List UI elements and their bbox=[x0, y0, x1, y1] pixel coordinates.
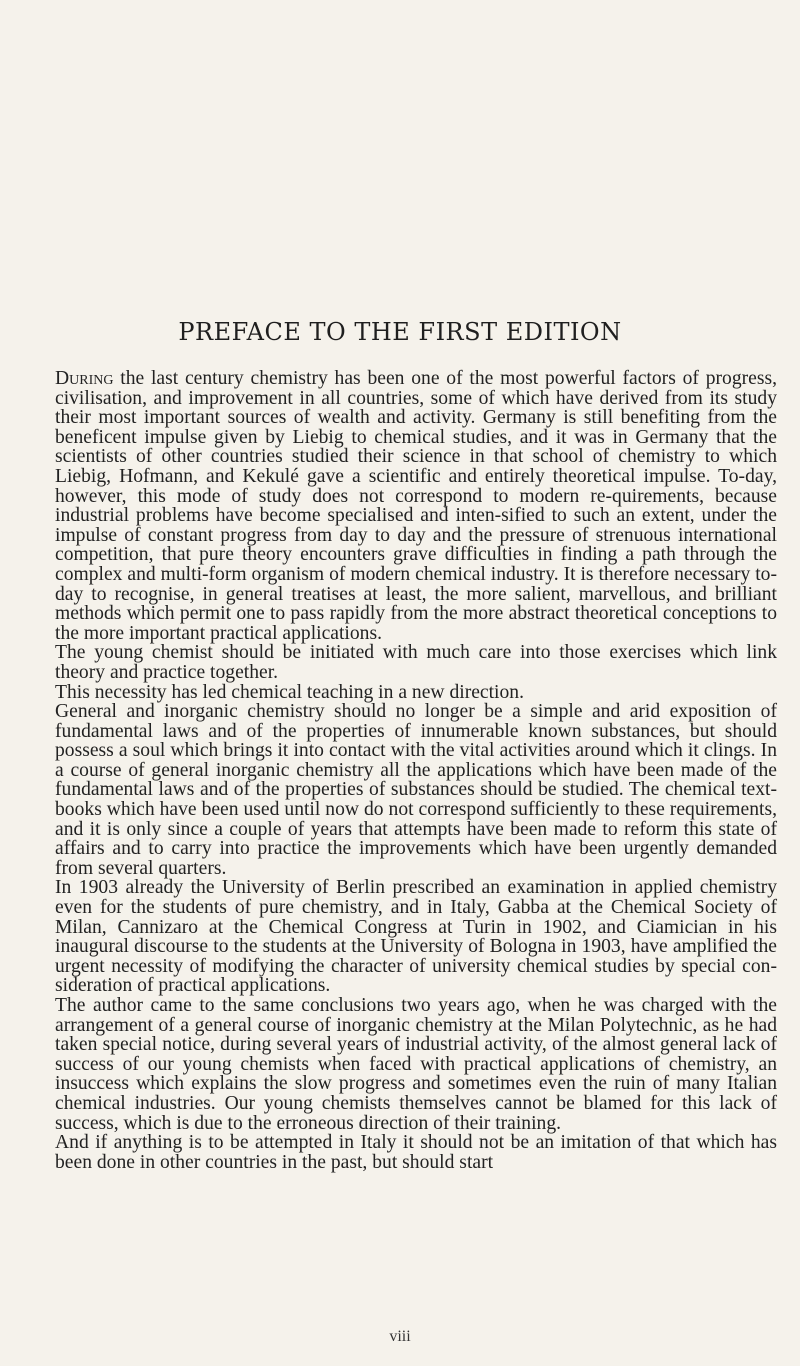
paragraph-text: This necessity has led chemical teaching in a new direction. bbox=[55, 681, 524, 703]
paragraph-text: In 1903 already the University of Berlin prescribed an examination in applied chemistry even for the students of pure chemistry, and in Italy, Gabba at the Chemical Society of Milan, Cannizaro at the Chemical Congress at Turin in 1902, and Ciamician in his inaugural discourse to the students at the University of Bologna in 1903, have amplified the urgent necessity of modifying the character of university chemical studies by special con-sideration of practical applications. bbox=[55, 877, 777, 997]
paragraph-text: The young chemist should be initiated with much care into those exercises which link theory and practice together. bbox=[55, 642, 777, 683]
page-number: viii bbox=[389, 1328, 411, 1345]
paragraph-7 bbox=[55, 1133, 777, 1172]
preface-body bbox=[55, 369, 777, 1172]
paragraph-2 bbox=[55, 643, 777, 682]
paragraph-5 bbox=[55, 878, 777, 996]
page-title: PREFACE TO THE FIRST EDITION bbox=[178, 318, 622, 346]
paragraph-lead-word: During bbox=[55, 368, 114, 389]
paragraph-4 bbox=[55, 702, 777, 878]
paragraph-6 bbox=[55, 996, 777, 1133]
paragraph-1 bbox=[55, 369, 777, 643]
paragraph-text: the last century chemistry has been one of the most powerful factors of progress, civilisation, and improvement in all countries, some of which have derived from its study their most important sources of wealth and activity. Germany is still benefiting from the beneficent impulse given by Liebig to chemical studies, and it was in Germany that the scientists of other countries studied their science in that school of chemistry to which Liebig, Hofmann, and Kekulé gave a scientific and entirely theoretical impulse. To-day, however, this mode of study does not correspond to modern re-quirements, because industrial problems have become specialised and inten-sified to such an extent, under the impulse of constant progress from day to day and the pressure of strenuous international competition, that pure theory encounters grave difficulties in finding a path through the complex and multi-form organism of modern chemical industry. It is therefore necessary to-day to recognise, in general treatises at least, the more salient, marvellous, and brilliant methods which permit one to pass rapidly from the more abstract theoretical conceptions to the more important practical applications. bbox=[55, 368, 777, 644]
paragraph-text: The author came to the same conclusions two years ago, when he was charged with the arrangement of a general course of inorganic chemistry at the Milan Polytechnic, as he had taken special notice, during several years of industrial activity, of the almost general lack of success of our young chemists when faced with practical applications of chemistry, an insuccess which explains the slow progress and sometimes even the ruin of many Italian chemical industries. Our young chemists themselves cannot be blamed for this lack of success, which is due to the erroneous direction of their training. bbox=[55, 995, 777, 1134]
paragraph-3 bbox=[55, 683, 777, 703]
paragraph-text: General and inorganic chemistry should no longer be a simple and arid exposition of fundamental laws and of the properties of innumerable known substances, but should possess a soul which brings it into contact with the vital activities around which it clings. In a course of general inorganic chemistry all the applications which have been made of the fundamental laws and of the properties of substances should be studied. The chemical text-books which have been used until now do not correspond sufficiently to these requirements, and it is only since a couple of years that attempts have been made to reform this state of affairs and to carry into practice the improvements which have been urgently demanded from several quarters. bbox=[55, 701, 777, 879]
paragraph-text: And if anything is to be attempted in Italy it should not be an imitation of that which has been done in other countries in the past, but should start bbox=[55, 1132, 777, 1173]
